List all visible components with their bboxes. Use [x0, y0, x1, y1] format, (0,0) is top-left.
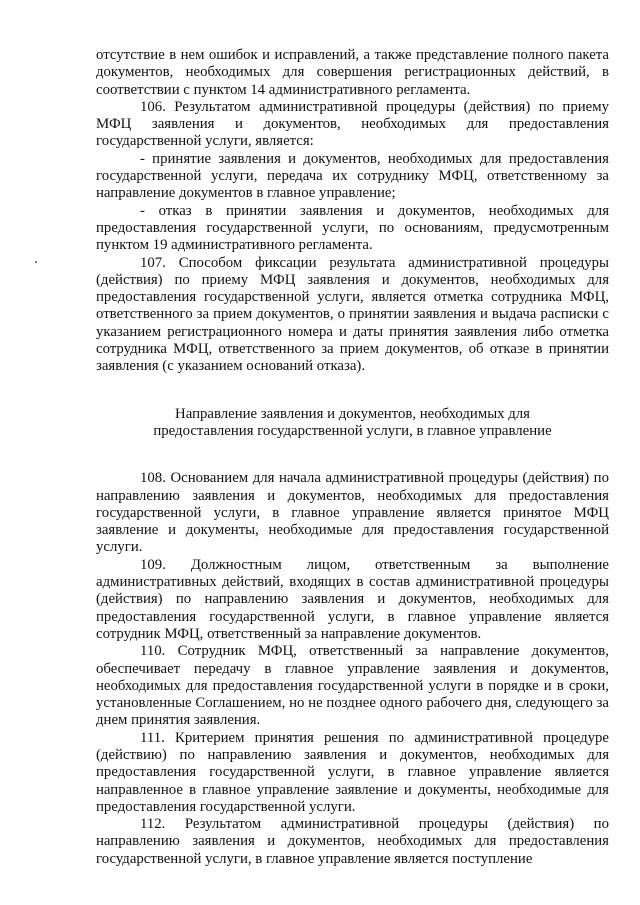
- paragraph-112: 112. Результатом административной процедуры (действия) по направлению заявления и документов, необходимых для предоставления государственной услуги, в главное управление является поступление: [96, 816, 609, 867]
- paragraph-107: 107. Способом фиксации результата административной процедуры (действия) по приему МФЦ заявления и документов, необходимых для предоставления государственной услуги, является отметка сотрудника МФЦ, ответственного за прием документов, о принятии заявления и выдача расписки с указанием регистрационного номера и даты принятия заявления либо отметка сотрудника МФЦ, ответственного за прием документов, об отказе в принятии заявления (с указанием оснований отказа).: [96, 254, 609, 375]
- list-item-refuse: - отказ в принятии заявления и документов, необходимых для предоставления государственной услуги, по основаниям, предусмотренным пунктом 19 административного регламента.: [96, 202, 609, 254]
- section-heading-line-1: Направление заявления и документов, необходимых для: [175, 405, 530, 422]
- paragraph-110: 110. Сотрудник МФЦ, ответственный за направление документов, обеспечивает передачу в главное управление заявления и документов, необходимых для предоставления государственной услуги в порядке и в сроки, установленные Соглашением, но не позднее одного рабочего дня, следующего за днем принятия заявления.: [96, 643, 609, 729]
- scan-speck: [35, 261, 37, 263]
- paragraph-108: 108. Основанием для начала административной процедуры (действия) по направлению заявления и документов, необходимых для предоставления государственной услуги, в главное управление является принятое МФЦ заявление и документы, необходимые для предоставления государственной услуги.: [96, 470, 609, 556]
- section-heading-line-2: предоставления государственной услуги, в главное управление: [153, 422, 552, 439]
- paragraph-continuation: отсутствие в нем ошибок и исправлений, а также представление полного пакета документов, необходимых для совершения регистрационных действий, в соответствии с пунктом 14 административного регламента.: [96, 47, 609, 98]
- paragraph-106: 106. Результатом административной процедуры (действия) по приему МФЦ заявления и документов, необходимых для предоставления государственной услуги, является:: [96, 98, 609, 150]
- paragraph-109: 109. Должностным лицом, ответственным за выполнение административных действий, входящих в состав административной процедуры (действия) по направлению заявления и документов, необходимых для предоставления государственной услуги, в главное управление является сотрудник МФЦ, ответственный за направление документов.: [96, 556, 609, 642]
- paragraph-111: 111. Критерием принятия решения по административной процедуре (действию) по направлению заявления и документов, необходимых для предоставления государственной услуги, в главное управление является направленное в главное управление заявление и документы, необходимые для предоставления государственной услуги.: [96, 729, 609, 815]
- section-heading: [96, 406, 609, 441]
- document-page: [96, 47, 609, 868]
- list-item-accept: - принятие заявления и документов, необходимых для предоставления государственной услуги, передача их сотруднику МФЦ, ответственному за направление документов в главное управление;: [96, 150, 609, 202]
